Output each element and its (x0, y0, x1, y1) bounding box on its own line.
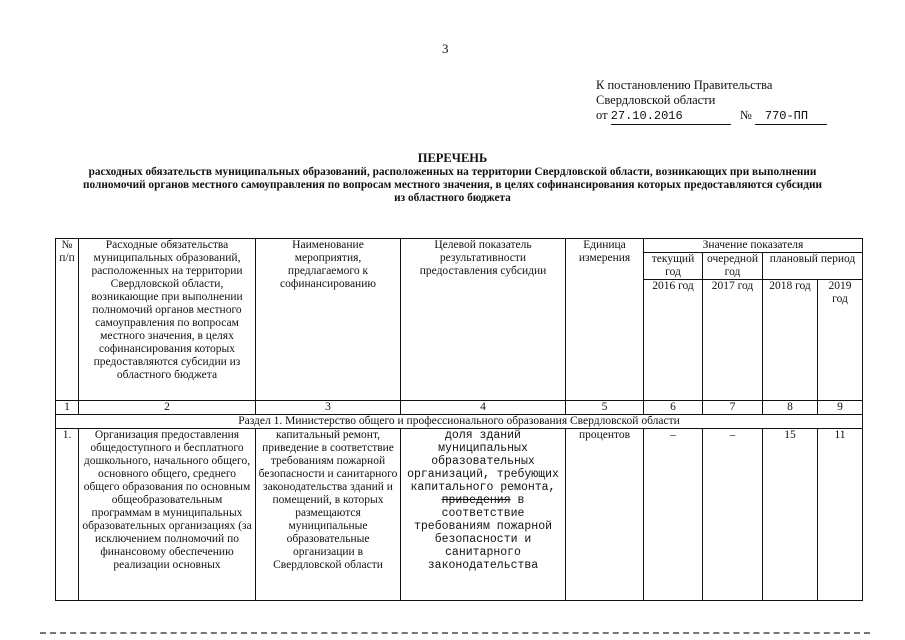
document-title: ПЕРЕЧЕНЬ (417, 151, 488, 165)
page-number: 3 (442, 41, 449, 56)
col-number: 5 (566, 401, 644, 415)
approval-line-2: Свердловской области (596, 93, 716, 107)
header-unit: Единица измерения (566, 239, 644, 401)
header-num: № п/п (56, 239, 79, 401)
header-obligations: Расходные обязательства муниципальных образований, расположенных на территории Свердловской области, возникающие при выполнении полномочий органов местного самоуправления по вопросам местного значения, в целях софинансирования которых предоставляются субсидии из областного бюджета (79, 239, 256, 401)
col-number: 1 (56, 401, 79, 415)
col-number: 8 (763, 401, 818, 415)
approval-block (596, 78, 827, 125)
col-number: 3 (256, 401, 401, 415)
header-value: Значение показателя (644, 239, 863, 253)
row-number: 1. (56, 429, 79, 601)
row-obligation: Организация предоставления общедоступного и бесплатного дошкольного, начального общего, основного общего, среднего общего образования по основным общеобразовательным программам в муниципальных образовательных организациях (за исключением полномочий по финансовому обеспечению реализации основных (79, 429, 256, 601)
col-number: 7 (703, 401, 763, 415)
approval-date: 27.10.2016 (611, 109, 731, 125)
col-number: 6 (644, 401, 703, 415)
row-indicator: доля зданий муниципальных образовательных организаций, требующих капитального ремонта, приведения в соответствие требованиям пожарной безопасности и санитарного законодательства (401, 429, 566, 601)
col-number: 9 (818, 401, 863, 415)
header-next-year: очередной год (703, 253, 763, 280)
row-value-2016: – (644, 429, 703, 601)
column-number-row (56, 401, 863, 415)
section-heading: Раздел 1. Министерство общего и профессионального образования Свердловской области (56, 415, 863, 429)
header-measure: Наименование мероприятия, предлагаемого к софинансированию (256, 239, 401, 401)
col-number: 4 (401, 401, 566, 415)
page-edge-marks (40, 632, 870, 636)
approval-line-1: К постановлению Правительства (596, 78, 773, 92)
col-number: 2 (79, 401, 256, 415)
row-value-2019: 11 (818, 429, 863, 601)
date-prefix: от (596, 108, 608, 122)
row-value-2017: – (703, 429, 763, 601)
header-2016: 2016 год (644, 280, 703, 401)
header-2018: 2018 год (763, 280, 818, 401)
header-indicator: Целевой показатель результативности предоставления субсидии (401, 239, 566, 401)
header-planned-period: плановый период (763, 253, 863, 280)
header-2017: 2017 год (703, 280, 763, 401)
document-subtitle: расходных обязательств муниципальных образований, расположенных на территории Свердловской области, возникающих при выполнении полномочий органов местного самоуправления по вопросам местного значения, в целях софинансирования которых предоставляются субсидии из областного бюджета (83, 166, 822, 204)
table-row (56, 429, 863, 601)
approval-number: 770-ПП (755, 109, 827, 125)
row-unit: процентов (566, 429, 644, 601)
approval-date-line (596, 108, 827, 125)
header-current-year: текущий год (644, 253, 703, 280)
number-prefix: № (739, 108, 752, 122)
header-2019: 2019 год (818, 280, 863, 401)
row-value-2018: 15 (763, 429, 818, 601)
obligations-table (55, 238, 863, 601)
row-measure: капитальный ремонт, приведение в соответствие требованиям пожарной безопасности и санитарного законодательства зданий и помещений, в которых размещаются муниципальные образовательные организации в Свердловской области (256, 429, 401, 601)
